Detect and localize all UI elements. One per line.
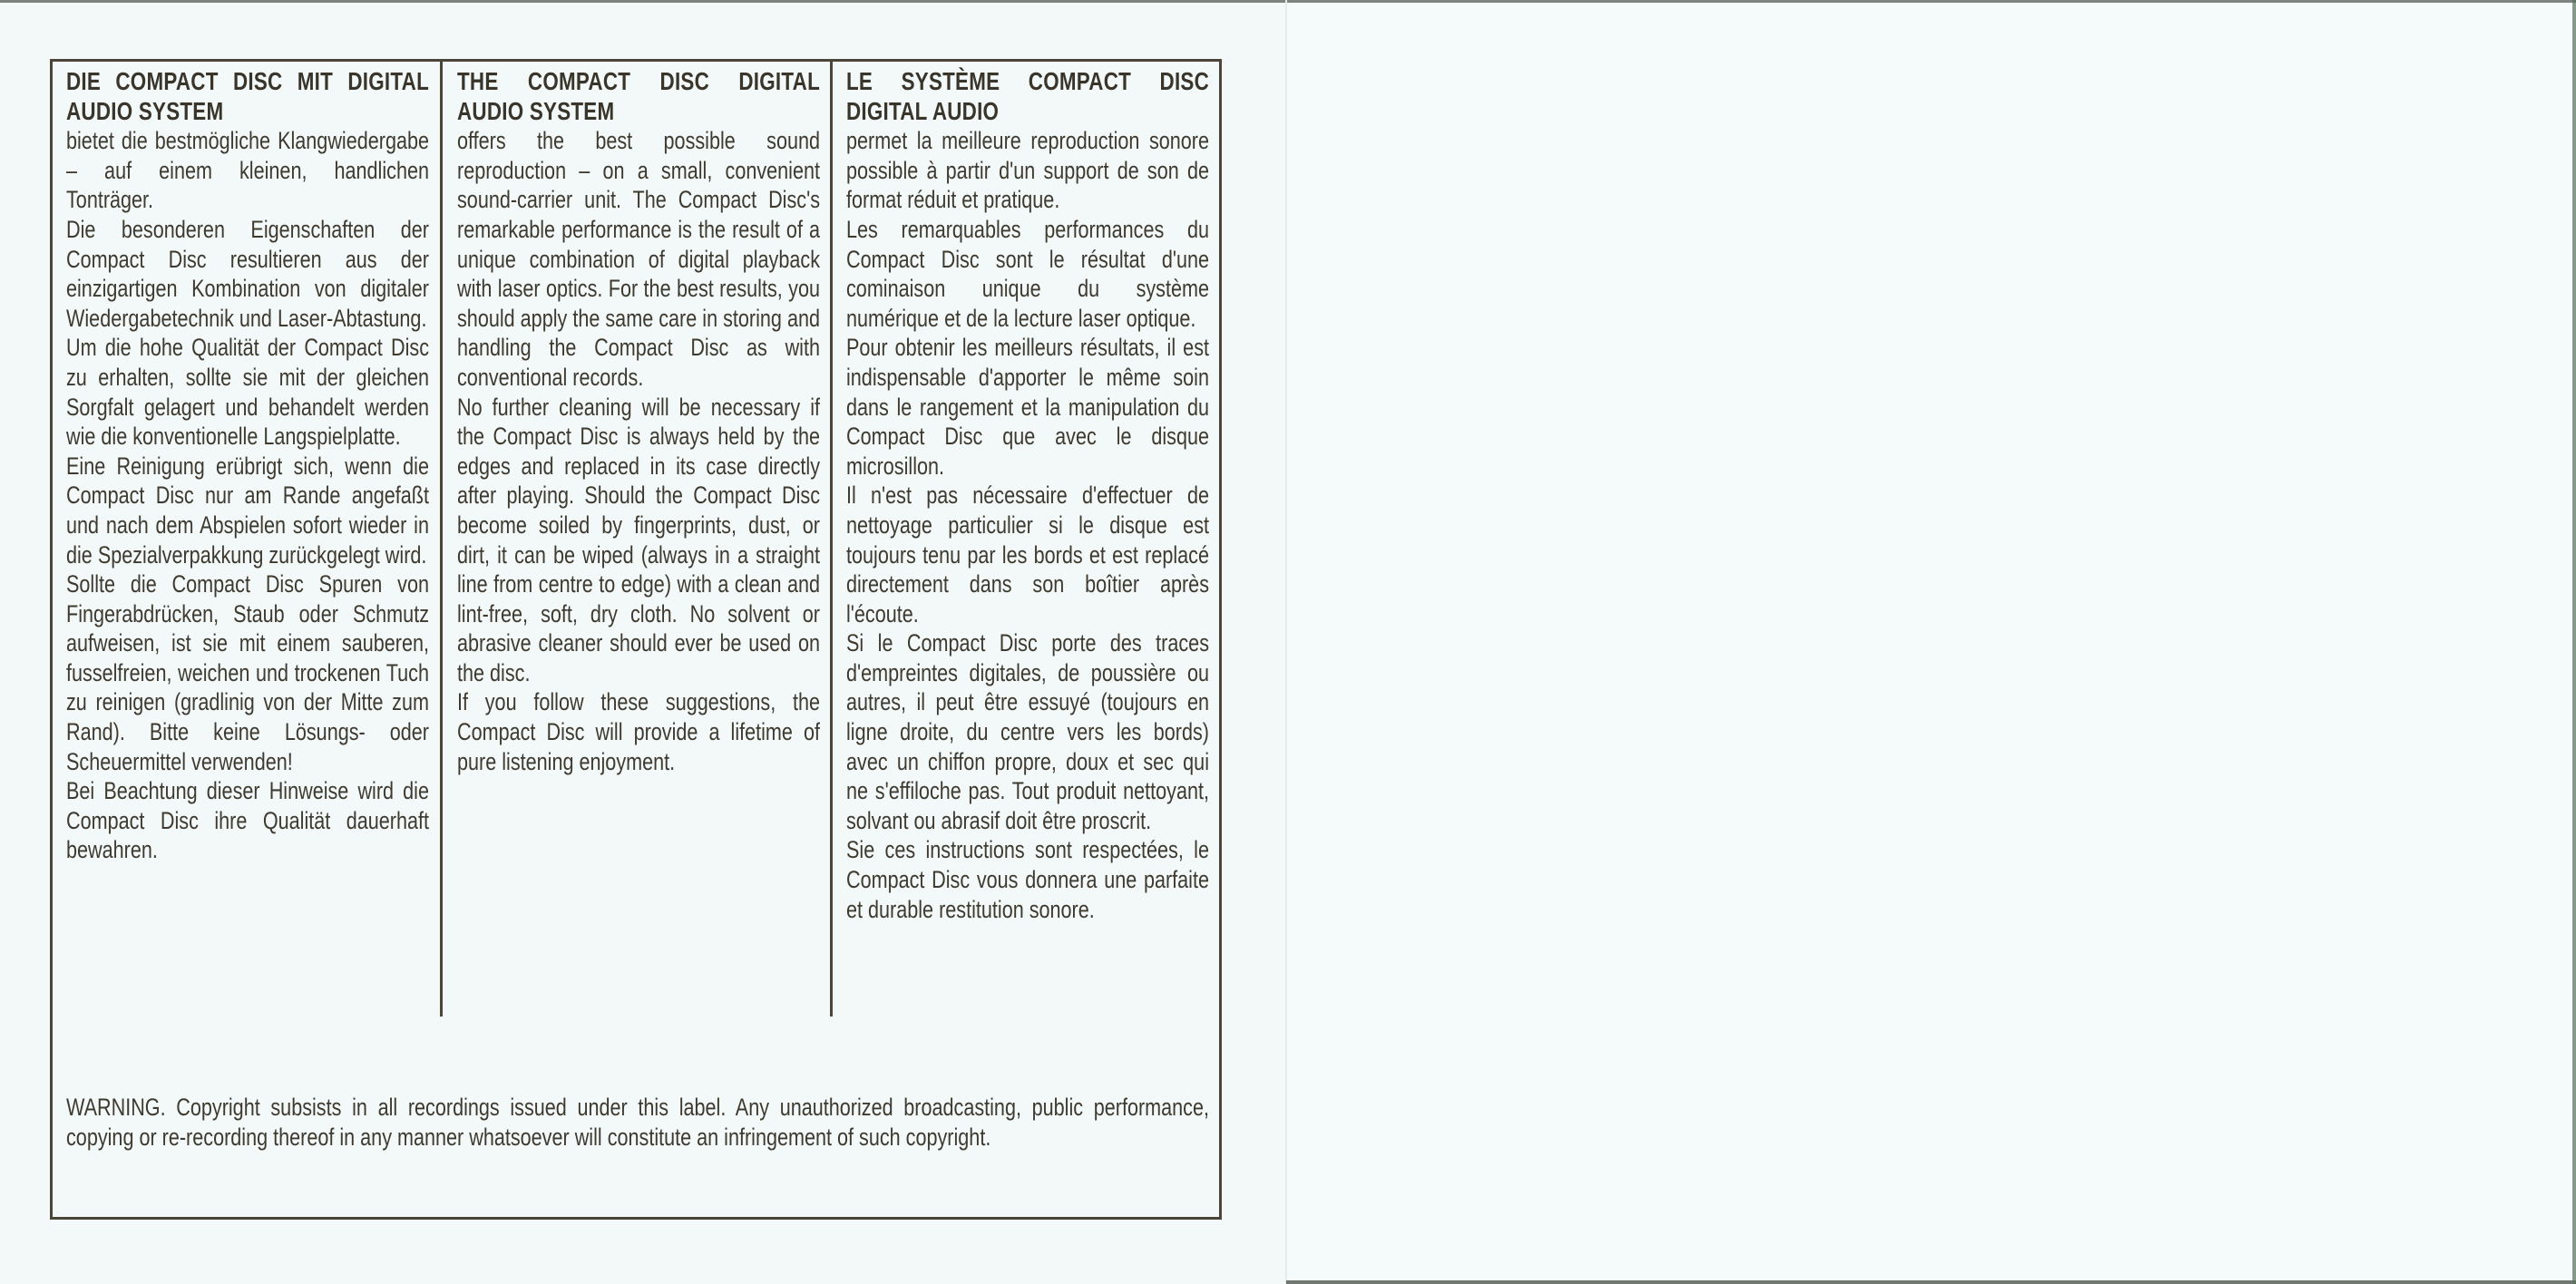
german-paragraph: Die besonderen Eigenschaften der Compact Disc resultieren aus der einzigartigen Kombination von digitaler Wiedergabetechnik und Laser-Abtastung. — [66, 215, 429, 332]
column-divider — [440, 62, 443, 1016]
french-paragraph: Si le Compact Disc porte des traces d'empreintes digitales, de poussière ou autres, il peut être essuyé (toujours en ligne droite, du centre vers les bords) avec un chiffon propre, doux et sec qui ne s'effiloche pas. Tout produit nettoyant, solvant ou abrasif doit être proscrit. — [846, 629, 1209, 834]
scan-right-edge — [2572, 0, 2576, 1284]
english-paragraph: offers the best possible sound reproduction – on a small, convenient sound-carrier unit. The Compact Disc's remarkable performance is the result of a unique combination of digital playback with laser optics. For the best results, you should apply the same care in storing and handling the Compact Disc as with conventional records. — [457, 127, 820, 391]
page-fold — [1285, 0, 1287, 1284]
column-divider — [830, 62, 833, 1016]
french-column — [846, 67, 1209, 924]
english-heading: THE COMPACT DISC DIGITAL AUDIO SYSTEM — [457, 67, 820, 125]
instructions-box — [50, 59, 1222, 1220]
german-paragraph: bietet die bestmögliche Klangwiedergabe – auf einem kleinen, handlichen Tonträger. — [66, 127, 429, 214]
french-paragraph: Les remarquables performances du Compact Disc sont le résultat d'une cominaison unique du système numérique et de la lecture laser optique. — [846, 215, 1209, 332]
french-paragraph: Il n'est pas nécessaire d'effectuer de nettoyage particulier si le disque est toujours tenu par les bords et est replacé directement dans son boîtier après l'écoute. — [846, 482, 1209, 627]
german-heading: DIE COMPACT DISC MIT DIGITAL AUDIO SYSTEM — [66, 67, 429, 125]
german-paragraph: Um die hohe Qualität der Compact Disc zu erhalten, sollte sie mit der gleichen Sorgfalt gelagert und behandelt werden wie die konventionelle Langspielplatte. — [66, 334, 429, 451]
copyright-warning: WARNING. Copyright subsists in all recordings issued under this label. Any unauthorized broadcasting, public performance, copying or re-recording thereof in any manner whatsoever will constitute an infringement of such copyright. — [66, 1094, 1209, 1151]
french-paragraph: Pour obtenir les meilleurs résultats, il est indispensable d'apporter le même soin dans le rangement et la manipulation du Compact Disc que avec le disque microsillon. — [846, 334, 1209, 480]
english-paragraph: No further cleaning will be necessary if the Compact Disc is always held by the edges and replaced in its case directly after playing. Should the Compact Disc become soiled by fingerprints, dust, or dirt, it can be wiped (always in a straight line from centre to edge) with a clean and lint-free, soft, dry cloth. No solvent or abrasive cleaner should ever be used on the disc. — [457, 393, 820, 686]
german-paragraph: Eine Reinigung erübrigt sich, wenn die Compact Disc nur am Rande angefaßt und nach dem Abspielen sofort wieder in die Spezialverpakkung zurückgelegt wird. — [66, 452, 429, 569]
scan-bottom-edge — [1286, 1280, 2576, 1284]
english-column — [457, 67, 820, 776]
french-heading: LE SYSTÈME COMPACT DISC DIGITAL AUDIO — [846, 67, 1209, 125]
german-paragraph: Bei Beachtung dieser Hinweise wird die Compact Disc ihre Qualität dauerhaft bewahren. — [66, 777, 429, 864]
right-page-blank — [1287, 3, 2572, 1280]
german-column — [66, 67, 429, 865]
german-paragraph: Sollte die Compact Disc Spuren von Fingerabdrücken, Staub oder Schmutz aufweisen, ist sie mit einem sauberen, fusselfreien, weichen und trockenen Tuch zu reinigen (gradlinig von der Mitte zum Rand). Bitte keine Lösungs- oder Scheuermittel verwenden! — [66, 570, 429, 775]
french-paragraph: Sie ces instructions sont respectées, le Compact Disc vous donnera une parfaite et durable restitution sonore. — [846, 836, 1209, 923]
english-paragraph: If you follow these suggestions, the Compact Disc will provide a lifetime of pure listening enjoyment. — [457, 688, 820, 775]
french-paragraph: permet la meilleure reproduction sonore possible à partir d'un support de son de format réduit et pratique. — [846, 127, 1209, 214]
